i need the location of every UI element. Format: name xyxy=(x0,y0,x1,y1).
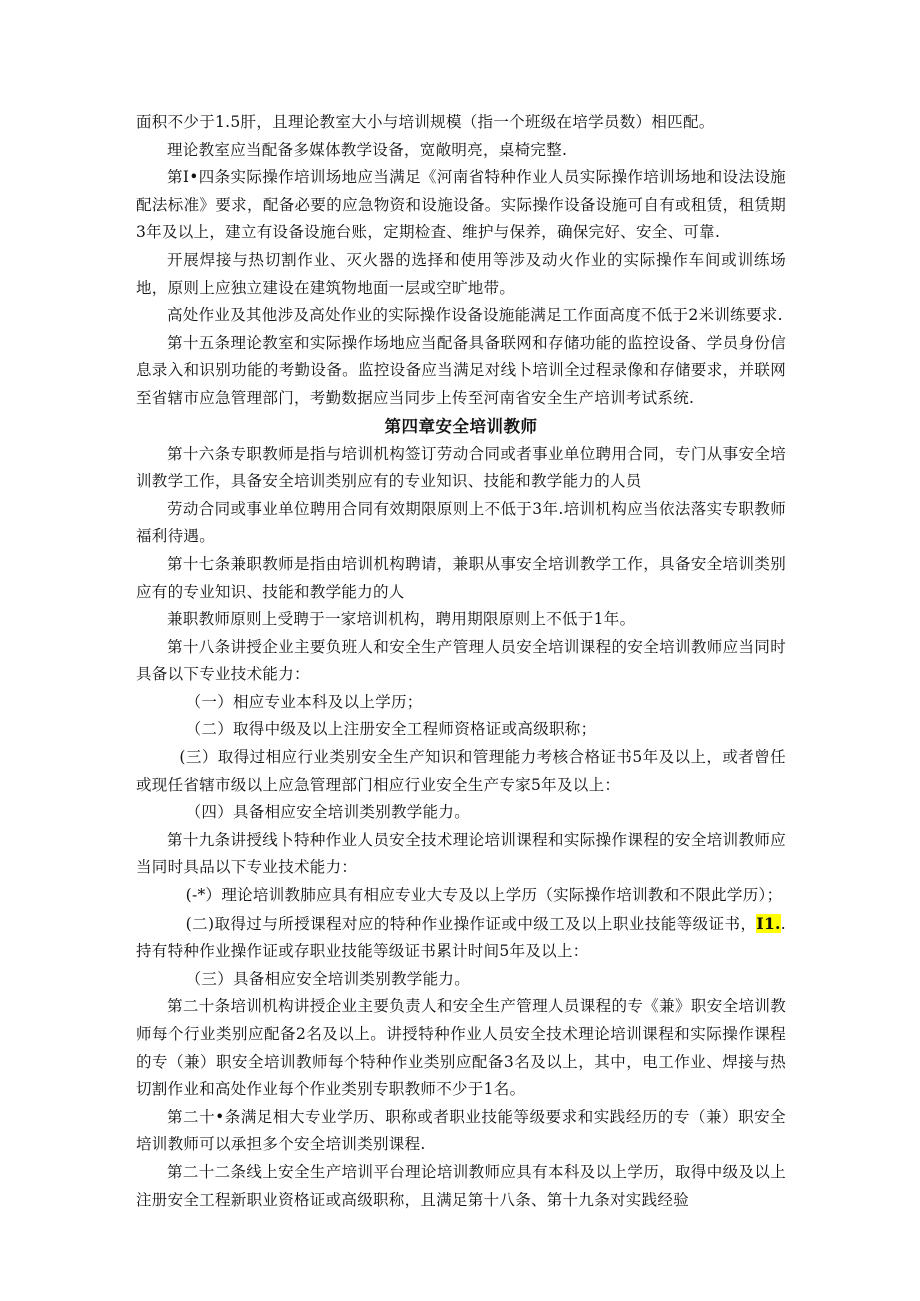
list-item-19-2-text: (二)取得过与所授课程对应的特种作业操作证或中级工及以上职业技能等级证书， xyxy=(185,914,757,933)
paragraph-article-16: 第十六条专职教师是指与培训机构签订劳动合同或者事业单位聘用合同，专门从事安全培训教学工作，具备安全培训类别应有的专业知识、技能和教学能力的人员 xyxy=(136,444,786,491)
list-item-19-3: （三）具备相应安全培训类别教学能力。 xyxy=(185,969,470,988)
list-item-19-1: (-*）理论培训教肺应具有相应专业大专及以上学历（实际操作培训教和不限此学历）； xyxy=(185,886,783,905)
paragraph-article-19: 第十九条讲授线卜特种作业人员安全技术理论培训课程和实际操作课程的安全培训教师应当同时具品以下专业技术能力： xyxy=(136,830,786,877)
paragraph-hot-work-site: 开展焊接与热切割作业、灭火器的选择和使用等涉及动火作业的实际操作车间或训练场地，原则上应独立建设在建筑物地面一层或空旷地带。 xyxy=(136,250,786,297)
paragraph-multimedia-equipment: 理论教室应当配备多媒体教学设备，宽敞明亮，桌椅完整. xyxy=(167,140,568,159)
paragraph-article-15: 第十五条理论教室和实际操作场地应当配备具备联网和存储功能的监控设备、学员身份信息录入和识别功能的考勤设备。监控设备应当满足对线卜培训全过程录像和存储要求，并联网至省辖市应急管理部门，考勤数据应当同步上传至河南省安全生产培训考试系统. xyxy=(136,333,786,407)
highlighted-mark: I1. xyxy=(756,913,781,933)
document-body xyxy=(136,109,786,1214)
paragraph-article-18: 第十八条讲授企业主要负班人和安全生产管理人员安全培训课程的安全培训教师应当同时具备以下专业技术能力： xyxy=(136,637,786,684)
list-item-18-1: （一）相应专业本科及以上学历； xyxy=(185,692,423,711)
list-item-19-2 xyxy=(136,910,786,966)
list-item-19-2-continuation: .持有特种作业操作证或存职业技能等级证书累计时间5年及以上： xyxy=(136,914,786,961)
chapter-heading: 第四章安全培训教师 xyxy=(384,416,538,436)
paragraph-article-20: 第二十条培训机构讲授企业主要负责人和安全生产管理人员课程的专《兼》职安全培训教师每个行业类别应配备2名及以上。讲授特种作业人员安全技术理论培训课程和实际操作课程的专（兼）职安全培训教师每个特种作业类别应配备3名及以上，其中，电工作业、焊接与热切割作业和高处作业每个作业类别专职教师不少于1名。 xyxy=(136,997,786,1099)
paragraph-part-time-term: 兼职教师原则上受聘于一家培训机构，聘用期限原则上不低于1年。 xyxy=(167,610,636,629)
paragraph-article-22: 第二十二条线上安全生产培训平台理论培训教师应具有本科及以上学历，取得中级及以上注册安全工程新职业资格证或高级职称，且满足第十八条、第十九条对实践经验 xyxy=(136,1162,786,1209)
list-item-18-3: (三）取得过相应行业类别安全生产知识和管理能力考核合格证书5年及以上，或者曾任或现任省辖市级以上应急管理部门相应行业安全生产专家5年及以上： xyxy=(136,748,786,794)
list-item-18-2: （二）取得中级及以上注册安全工程师资格证或高级职称； xyxy=(185,720,597,739)
list-item-18-4: （四）具备相应安全培训类别教学能力。 xyxy=(185,803,470,822)
paragraph-height-work: 高处作业及其他涉及高处作业的实际操作设备设施能满足工作面高度不低于2米训练要求. xyxy=(167,306,783,325)
paragraph-article-14: 第I•四条实际操作培训场地应当满足《河南省特种作业人员实际操作培训场地和设法设施配法标准》要求，配备必要的应急物资和设施设备。实际操作设备设施可自有或租赁，租赁期3年及以上，建立有设备设施台账，定期检査、维护与保养，确保完好、安全、可靠. xyxy=(136,168,786,242)
paragraph-classroom-area: 面积不少于1.5肝，且理论教室大小与培训规模（指一个班级在培学员数）相匹配。 xyxy=(136,113,715,131)
paragraph-article-17: 第十七条兼职教师是指由培训机构聘请，兼职从事安全培训教学工作，具备安全培训类别应有的专业知识、技能和教学能力的人 xyxy=(136,554,786,601)
paragraph-contract-term: 劳动合同或事业单位聘用合同有效期限原则上不低于3年.培训机构应当依法落实专职教师福利待遇。 xyxy=(136,499,786,546)
paragraph-article-21: 第二十•条满足相大专业学历、职称或者职业技能等级要求和实践经历的专（兼）职安全培训教师可以承担多个安全培训类别课程. xyxy=(136,1107,786,1154)
